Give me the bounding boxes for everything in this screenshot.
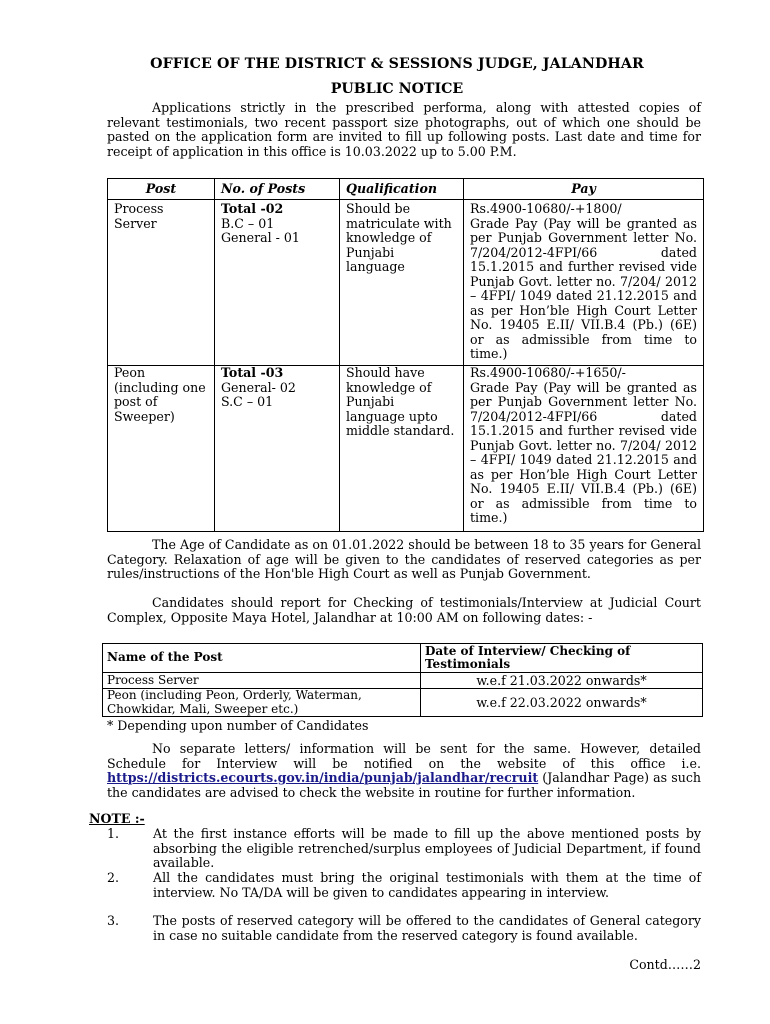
post-breakdown: B.C – 01: [221, 215, 275, 231]
post-count: [215, 366, 340, 532]
post-qualification: Should have knowledge of Punjabi language upto middle standard.: [340, 366, 464, 532]
table-row: [103, 689, 703, 717]
post-qualification: Should be matriculate with knowledge of Punjabi language: [340, 200, 464, 366]
header-name-of-post: Name of the Post: [103, 644, 421, 673]
post-total: Total -02: [221, 201, 284, 216]
post-name: Process Server: [108, 200, 215, 366]
intro-paragraph: Applications strictly in the prescribed performa, along with attested copies of relevant testimonials, two recent passport size photographs, out of which one should be pasted on the application form are invited to fill up following posts. Last date and time for receipt of application in this office is 10.03.2022 up to 5.00 P.M.: [107, 100, 701, 159]
post-name: Peon (including one post of Sweeper): [108, 366, 215, 532]
note-number: 2.: [107, 870, 120, 885]
header-no-of-posts: No. of Posts: [215, 179, 340, 200]
post-breakdown: S.C – 01: [221, 394, 274, 409]
header-pay: Pay: [464, 179, 704, 200]
posts-table: [107, 178, 704, 532]
post-pay: [464, 366, 704, 532]
table-row: [108, 200, 704, 366]
table-row: [103, 673, 703, 689]
note-label: NOTE :-: [89, 811, 145, 826]
header-post: Post: [108, 179, 215, 200]
post-count: [215, 200, 340, 366]
pay-scale: Rs.4900-10680/-+1800/: [470, 201, 622, 216]
office-heading: OFFICE OF THE DISTRICT & SESSIONS JUDGE, JALANDHAR: [150, 56, 644, 72]
pay-scale: Rs.4900-10680/-+1650/-: [470, 365, 626, 380]
table-row: [108, 366, 704, 532]
note-item: [107, 827, 701, 871]
post-total: Total -03: [221, 365, 284, 380]
website-paragraph: [107, 742, 701, 800]
note-text: All the candidates must bring the original testimonials with them at the time of interview. No TA/DA will be given to candidates appearing in interview.: [153, 870, 701, 900]
notice-title: PUBLIC NOTICE: [330, 81, 464, 97]
dates-post-name: Peon (including Peon, Orderly, Waterman, Chowkidar, Mali, Sweeper etc.): [103, 689, 421, 717]
recruit-website-link[interactable]: https://districts.ecourts.gov.in/india/punjab/jalandhar/recruit: [107, 770, 539, 785]
dates-interview-date: w.e.f 21.03.2022 onwards*: [421, 673, 703, 689]
note-text: The posts of reserved category will be offered to the candidates of General category in case no suitable candidate from the reserved category is found available.: [153, 913, 701, 943]
dates-table-header: [103, 644, 703, 673]
note-number: 1.: [107, 826, 120, 841]
header-qualification: Qualification: [340, 179, 464, 200]
report-paragraph: Candidates should report for Checking of testimonials/Interview at Judicial Court Complex, Opposite Maya Hotel, Jalandhar at 10:00 AM on following dates: -: [107, 595, 701, 625]
pay-details: Grade Pay (Pay will be granted as per Punjab Government letter No. 7/204/2012-4FPI/66 dated 15.1.2015 and further revised vide Punjab Govt. letter no. 7/204/ 2012 – 4FPI/ 1049 dated 21.12.2015 and as per Hon’ble High Court Letter No. 19405 E.II/ VII.B.4 (Pb.) (6E) or as admissible from time to time.): [470, 215, 697, 361]
note-item: [107, 871, 701, 900]
header-interview-date: Date of Interview/ Checking of Testimonials: [421, 644, 703, 673]
interview-dates-table: [102, 643, 703, 717]
post-pay: [464, 200, 704, 366]
footnote: * Depending upon number of Candidates: [107, 718, 369, 733]
dates-post-name: Process Server: [103, 673, 421, 689]
website-text-after: (Jalandhar Page) as such the candidates are advised to check the website in routine for further information.: [107, 770, 701, 800]
post-breakdown: General - 01: [221, 230, 300, 245]
pay-details: Grade Pay (Pay will be granted as per Punjab Government letter No. 7/204/2012-4FPI/66 dated 15.1.2015 and further revised vide Punjab Govt. letter no. 7/204/ 2012 – 4FPI/ 1049 dated 21.12.2015 and as per Hon’ble High Court Letter No. 19405 E.II/ VII.B.4 (Pb.) (6E) or as admissible from time to time.): [470, 379, 697, 525]
website-text-before: No separate letters/ information will be sent for the same. However, detailed Schedule for Interview will be notified on the website of this office i.e.: [107, 741, 701, 771]
note-item: [107, 914, 701, 943]
posts-table-header: [108, 179, 704, 200]
dates-interview-date: w.e.f 22.03.2022 onwards*: [421, 689, 703, 717]
note-number: 3.: [107, 913, 120, 928]
continued-marker: Contd……2: [629, 957, 701, 972]
age-paragraph: The Age of Candidate as on 01.01.2022 should be between 18 to 35 years for General Category. Relaxation of age will be given to the candidates of reserved categories as per rules/instructions of the Hon'ble High Court as well as Punjab Government.: [107, 537, 701, 581]
note-text: At the first instance efforts will be made to fill up the above mentioned posts by absorbing the eligible retrenched/surplus employees of Judicial Department, if found available.: [153, 826, 701, 870]
post-breakdown: General- 02: [221, 379, 296, 395]
